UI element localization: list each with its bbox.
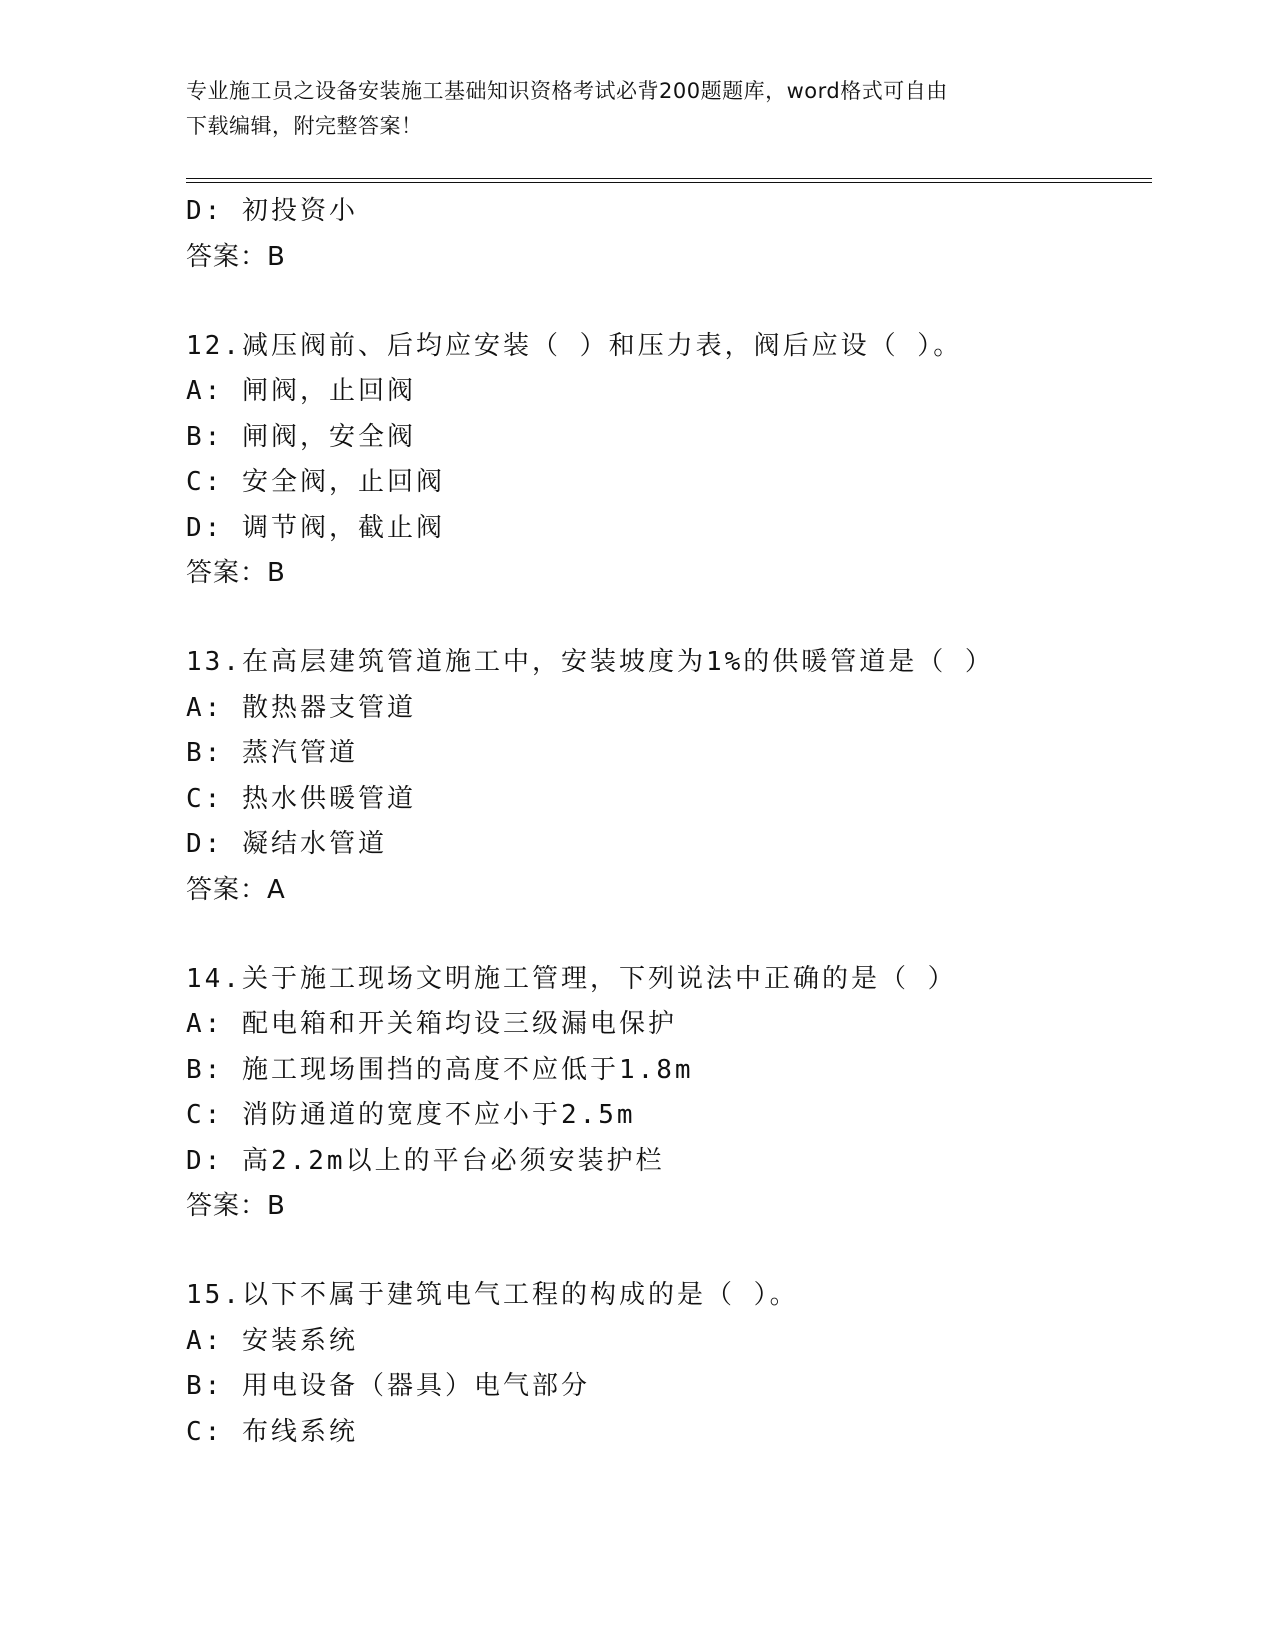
option-d: D: 凝结水管道 [186, 829, 387, 859]
answer-line: 答案：B [186, 1191, 286, 1221]
option-b: B: 用电设备（器具）电气部分 [186, 1371, 590, 1401]
spacer [186, 280, 1146, 324]
spacer [186, 1230, 1146, 1274]
option-a: A: 配电箱和开关箱均设三级漏电保护 [186, 1009, 677, 1039]
answer-line: 答案：A [186, 874, 286, 905]
question-12 [186, 324, 1146, 597]
question-14 [186, 957, 1146, 1230]
question-content [186, 189, 1146, 1455]
question-title: 14.关于施工现场文明施工管理，下列说法中正确的是（ ） [186, 963, 957, 994]
question-title: 15.以下不属于建筑电气工程的构成的是（ ）。 [186, 1280, 799, 1310]
option-c: C: 布线系统 [186, 1416, 358, 1447]
answer-line: 答案：B [186, 241, 286, 272]
option-a: A: 闸阀，止回阀 [186, 376, 416, 406]
header-divider-bottom [186, 182, 1152, 183]
header-title-line-1: 专业施工员之设备安装施工基础知识资格考试必背200题题库，word格式可自由 [186, 79, 948, 103]
question-13 [186, 640, 1146, 913]
question-15 [186, 1273, 1146, 1455]
question-title: 13.在高层建筑管道施工中，安装坡度为1%的供暖管道是（ ） [186, 647, 994, 677]
option-b: B: 施工现场围挡的高度不应低于1.8m [186, 1054, 694, 1085]
spacer [186, 913, 1146, 957]
header-title-line-2: 下载编辑，附完整答案！ [186, 114, 423, 138]
option-d: D: 初投资小 [186, 196, 358, 226]
option-a: A: 安装系统 [186, 1325, 358, 1356]
option-d: D: 高2.2m以上的平台必须安装护栏 [186, 1145, 665, 1176]
question-11-continuation [186, 189, 1146, 280]
answer-line: 答案：B [186, 558, 286, 588]
spacer [186, 597, 1146, 641]
question-title: 12.减压阀前、后均应安装（ ）和压力表，阀后应设（ ）。 [186, 330, 963, 361]
option-b: B: 蒸汽管道 [186, 738, 358, 768]
option-c: C: 消防通道的宽度不应小于2.5m [186, 1100, 636, 1130]
option-a: A: 散热器支管道 [186, 692, 416, 723]
option-d: D: 调节阀，截止阀 [186, 512, 445, 543]
option-b: B: 闸阀，安全阀 [186, 421, 416, 452]
option-c: C: 安全阀，止回阀 [186, 467, 445, 497]
header-divider-top [186, 178, 1152, 179]
option-c: C: 热水供暖管道 [186, 783, 416, 814]
page-header [186, 74, 1066, 144]
